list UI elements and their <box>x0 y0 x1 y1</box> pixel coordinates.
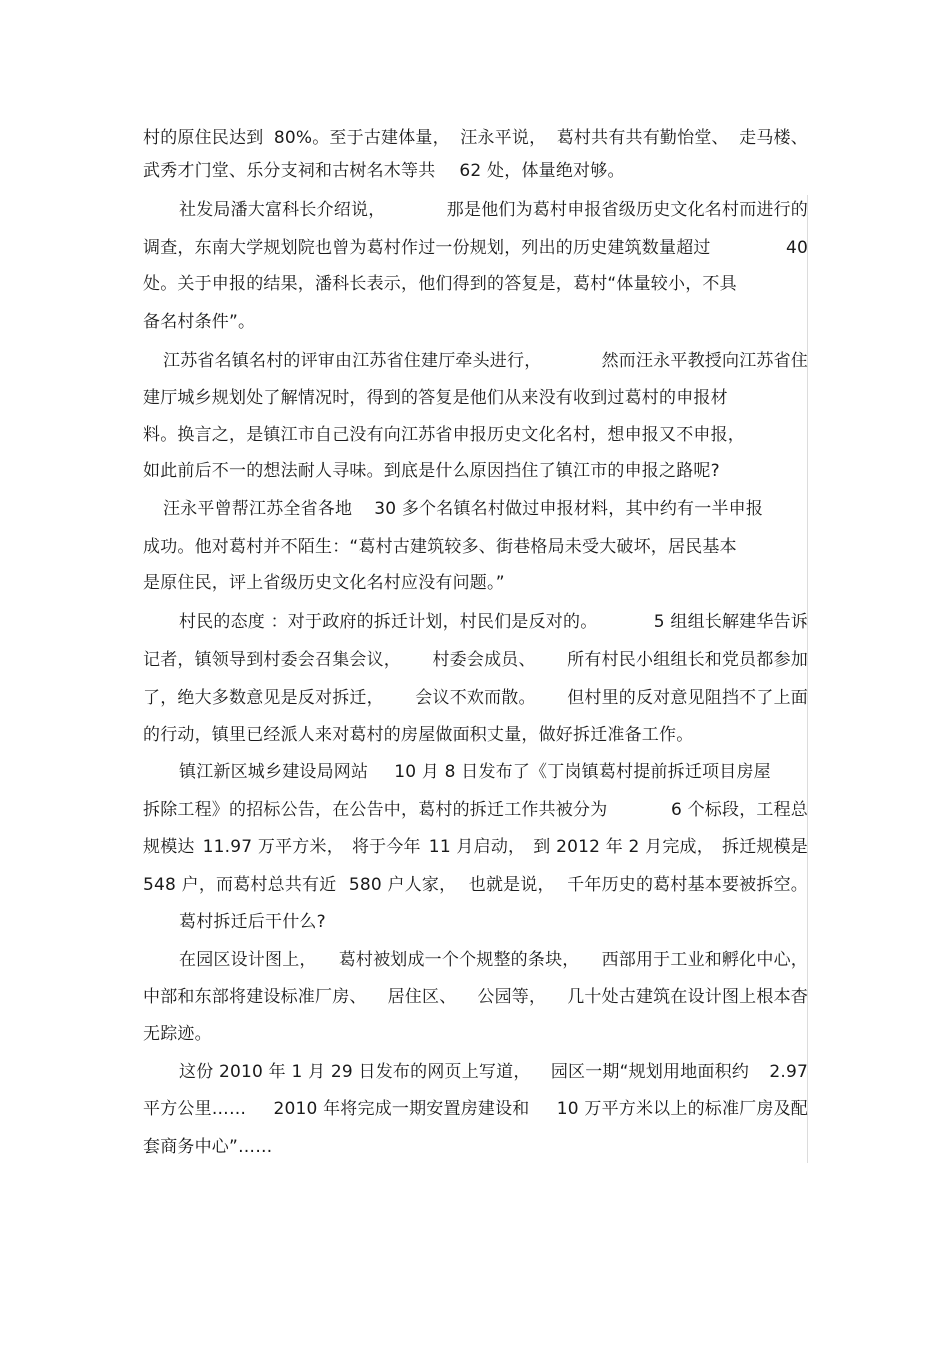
text-segment: 也就是说， <box>468 875 555 895</box>
text-segment: 汪永平曾帮江苏全省各地 <box>163 499 353 519</box>
text-segment: 但村里的反对意见阻挡不了上面 <box>567 688 808 708</box>
text-line <box>143 350 808 372</box>
text-segment: 然而汪永平教授向江苏省住 <box>601 351 808 371</box>
text-segment: 成功。他对葛村并不陌生：“葛村古建筑较多、街巷格局未受大破坏，居民基本 <box>143 537 737 557</box>
text-segment: 2.97 <box>769 1062 808 1082</box>
text-segment: 走马楼、 <box>739 128 808 148</box>
text-line <box>143 1136 808 1158</box>
text-segment: 拆除工程》的招标公告，在公告中，葛村的拆迁工作共被分为 <box>143 800 608 820</box>
text-segment: 30 多个名镇名村做过申报材料，其中约有一半申报 <box>374 499 764 519</box>
text-segment: 580 户人家， <box>348 875 457 895</box>
margin-rule <box>807 195 808 1163</box>
text-segment: 80%。至于古建体量， <box>273 128 450 148</box>
text-segment: 平方公里…… <box>143 1099 247 1119</box>
text-segment: 江苏省名镇名村的评审由江苏省住建厅牵头进行， <box>163 351 542 371</box>
text-segment: 镇江新区城乡建设局网站 <box>179 762 369 782</box>
text-line <box>143 724 808 746</box>
text-line <box>143 160 808 182</box>
text-segment: 62 处，体量绝对够。 <box>459 161 625 181</box>
text-segment: 套商务中心”…… <box>143 1137 273 1157</box>
text-segment: 葛村被划成一个个规整的条块， <box>338 950 580 970</box>
text-segment: 中部和东部将建设标准厂房、 <box>143 987 367 1007</box>
text-segment: 西部用于工业和孵化中心， <box>601 950 808 970</box>
text-segment: 这份 2010 年 1 月 29 日发布的网页上写道， <box>179 1062 531 1082</box>
text-segment: 村民的态度 ：对于政府的拆迁计划，村民们是反对的。 <box>179 612 598 632</box>
text-line <box>143 1023 808 1045</box>
text-segment: 葛村共有共有勤怡堂、 <box>556 128 729 148</box>
text-segment: 会议不欢而散。 <box>415 688 536 708</box>
text-segment: 拆迁规模是 <box>722 837 808 857</box>
text-segment: 的行动，镇里已经派人来对葛村的房屋做面积丈量，做好拆迁准备工作。 <box>143 725 694 745</box>
text-segment: 6 个标段，工程总 <box>670 800 808 820</box>
text-segment: 料。换言之，是镇江市自己没有向江苏省申报历史文化名村，想申报又不申报， <box>143 425 745 445</box>
text-line <box>143 986 808 1008</box>
text-segment: 在园区设计图上， <box>179 950 317 970</box>
text-segment: 调查，东南大学规划院也曾为葛村作过一份规划，列出的历史建筑数量超过 <box>143 238 711 258</box>
text-line <box>143 127 808 149</box>
text-segment: 千年历史的葛村基本要被拆空。 <box>567 875 808 895</box>
text-line <box>143 498 808 520</box>
text-line <box>143 424 808 446</box>
text-segment: 村的原住民达到 <box>143 128 264 148</box>
text-line <box>143 611 808 633</box>
text-segment: 汪永平说， <box>460 128 547 148</box>
text-line <box>143 1061 808 1083</box>
text-segment: 所有村民小组组长和党员都参加 <box>567 650 808 670</box>
text-segment: 备名村条件”。 <box>143 312 256 332</box>
text-segment: 公园等， <box>477 987 547 1007</box>
text-line <box>143 273 808 295</box>
text-segment: 村委会成员、 <box>432 650 536 670</box>
text-segment: 记者，镇领导到村委会召集会议， <box>143 650 401 670</box>
text-segment: 无踪迹。 <box>143 1024 212 1044</box>
text-line <box>143 649 808 671</box>
text-segment: 将于今年 <box>351 837 421 857</box>
text-line <box>143 874 808 896</box>
text-segment: 几十处古建筑在设计图上根本杳 <box>567 987 808 1007</box>
text-segment: 如此前后不一的想法耐人寻味。到底是什么原因挡住了镇江市的申报之路呢? <box>143 461 720 481</box>
text-segment: 武秀才门堂、乐分支祠和古树名木等共 <box>143 161 436 181</box>
text-segment: 40 <box>785 238 808 258</box>
text-segment: 社发局潘大富科长介绍说， <box>179 200 386 220</box>
text-line <box>143 687 808 709</box>
text-segment: 5 组组长解建华告诉 <box>653 612 808 632</box>
text-segment: 到 2012 年 2 月完成， <box>533 837 714 857</box>
text-line <box>143 911 808 933</box>
text-segment: 规模达 <box>143 837 195 857</box>
text-line <box>143 460 808 482</box>
text-segment: 那是他们为葛村申报省级历史文化名村而进行的 <box>446 200 808 220</box>
text-segment: 2010 年将完成一期安置房建设和 <box>273 1099 530 1119</box>
text-segment: 11.97 万平方米， <box>202 837 344 857</box>
text-line <box>143 237 808 259</box>
text-segment: 了，绝大多数意见是反对拆迁， <box>143 688 384 708</box>
text-segment: 11 月启动， <box>428 837 526 857</box>
text-line <box>143 311 808 333</box>
text-segment: 建厅城乡规划处了解情况时，得到的答复是他们从来没有收到过葛村的申报材 <box>143 388 728 408</box>
text-segment: 548 户，而葛村总共有近 <box>143 875 337 895</box>
text-line <box>143 536 808 558</box>
text-line <box>143 572 808 594</box>
text-line <box>143 199 808 221</box>
text-line <box>143 836 808 858</box>
text-line <box>143 761 808 783</box>
text-line <box>143 1098 808 1120</box>
text-segment: 是原住民，评上省级历史文化名村应没有问题。” <box>143 573 505 593</box>
text-segment: 居住区、 <box>387 987 457 1007</box>
text-line <box>143 949 808 971</box>
text-segment: 葛村拆迁后干什么? <box>179 912 326 932</box>
text-segment: 园区一期“规划用地面积约 <box>550 1062 750 1082</box>
text-segment: 处。关于申报的结果，潘科长表示，他们得到的答复是，葛村“体量较小，不具 <box>143 274 737 294</box>
text-segment: 10 万平方米以上的标准厂房及配 <box>556 1099 808 1119</box>
text-segment: 10 月 8 日发布了《丁岗镇葛村提前拆迁项目房屋 <box>394 762 771 782</box>
text-line <box>143 387 808 409</box>
text-line <box>143 799 808 821</box>
